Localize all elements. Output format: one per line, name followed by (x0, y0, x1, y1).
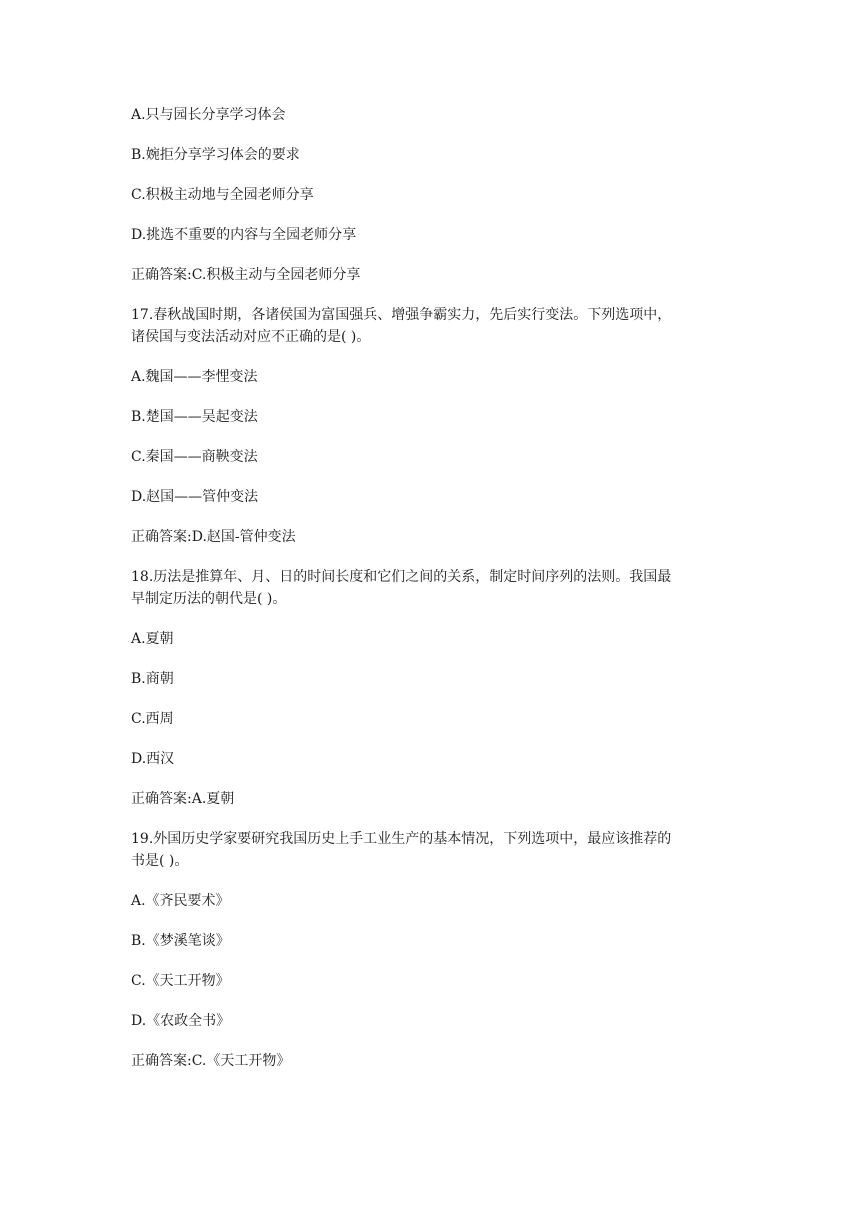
option-c: C.西周 (131, 711, 174, 727)
option-a: A.夏朝 (131, 631, 174, 647)
document-page (131, 104, 741, 1090)
option-d: D.西汉 (131, 751, 175, 767)
answer-line: 正确答案:C.《天工开物》 (131, 1053, 291, 1069)
question-17 (131, 304, 741, 348)
question-stem-line: 早制定历法的朝代是( )。 (131, 591, 287, 607)
option-d: D.赵国——管仲变法 (131, 489, 259, 505)
answer-line: 正确答案:D.赵国-管仲变法 (131, 529, 296, 545)
option-c: C.积极主动地与全园老师分享 (131, 187, 314, 203)
option-b: B.楚国——吴起变法 (131, 409, 258, 425)
answer-line: 正确答案:C.积极主动与全园老师分享 (131, 267, 361, 283)
option-c: C.秦国——商鞅变法 (131, 449, 258, 465)
option-a: A.《齐民要术》 (131, 893, 230, 909)
option-c: C.《天工开物》 (131, 973, 230, 989)
question-19 (131, 828, 741, 872)
question-stem-line: 书是( )。 (131, 853, 189, 869)
question-stem-line: 诸侯国与变法活动对应不正确的是( )。 (131, 329, 371, 345)
question-stem-line: 17.春秋战国时期，各诸侯国为富国强兵、增强争霸实力，先后实行变法。下列选项中， (131, 307, 672, 323)
question-stem-line: 18.历法是推算年、月、日的时间长度和它们之间的关系，制定时间序列的法则。我国最 (131, 569, 672, 585)
question-18 (131, 566, 741, 610)
option-a: A.只与园长分享学习体会 (131, 107, 286, 123)
question-stem-line: 19.外国历史学家要研究我国历史上手工业生产的基本情况，下列选项中，最应该推荐的 (131, 831, 672, 847)
answer-line: 正确答案:A.夏朝 (131, 791, 235, 807)
option-a: A.魏国——李悝变法 (131, 369, 258, 385)
option-b: B.商朝 (131, 671, 174, 687)
option-b: B.《梦溪笔谈》 (131, 933, 230, 949)
option-b: B.婉拒分享学习体会的要求 (131, 147, 300, 163)
option-d: D.《农政全书》 (131, 1013, 231, 1029)
option-d: D.挑选不重要的内容与全园老师分享 (131, 227, 357, 243)
